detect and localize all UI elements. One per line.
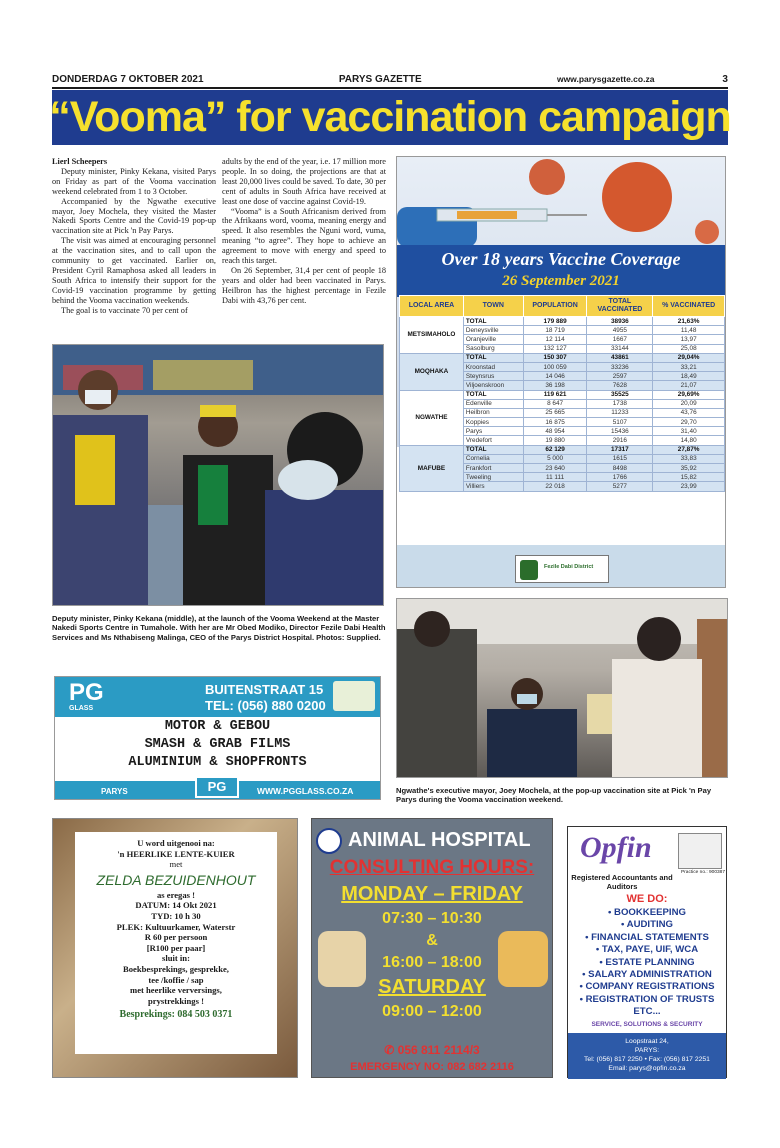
issue-date: DONDERDAG 7 OKTOBER 2021	[52, 73, 204, 85]
table-row	[400, 445, 725, 454]
green-shirt	[198, 465, 228, 525]
hours-slot: 09:00 – 12:00	[382, 1003, 482, 1020]
virus-tiny	[695, 220, 719, 244]
table-cell: 1766	[587, 473, 653, 482]
building-icon	[678, 833, 722, 869]
local-area-cell: MOQHAKA	[400, 353, 464, 390]
table-cell: 1667	[587, 335, 653, 344]
table-cell: 2916	[587, 436, 653, 445]
seats-yellow	[153, 360, 253, 390]
invite-details	[75, 890, 277, 1007]
pg-service-line: MOTOR & GEBOU	[164, 719, 271, 734]
table-cell: 4955	[587, 326, 653, 335]
table-cell: 5107	[587, 418, 653, 427]
invite-detail-line: R 60 per persoon	[144, 932, 208, 943]
table-cell: 21,63%	[653, 317, 725, 326]
table-cell: 119 621	[523, 390, 587, 399]
table-cell: Oranjeville	[463, 335, 523, 344]
opfin-address: Loopstraat 24,	[625, 1038, 669, 1045]
table-cell: 179 889	[523, 317, 587, 326]
headline-banner	[49, 90, 731, 145]
table-cell: TOTAL	[463, 353, 523, 362]
table-cell: 11233	[587, 408, 653, 417]
yellow-cap	[200, 405, 236, 417]
hours-title: CONSULTING HOURS:	[329, 857, 535, 878]
headline-text: “Vooma” for vaccination campaign	[49, 93, 731, 141]
pg-service-line: ALUMINIUM & SHOPFRONTS	[128, 755, 307, 770]
table-cell: 11,48	[653, 326, 725, 335]
table-cell: Heilbron	[463, 408, 523, 417]
publication-name: PARYS GAZETTE	[338, 73, 422, 85]
invite-detail-line: [R100 per paar]	[146, 942, 206, 953]
invite-detail-line: as eregas !	[156, 889, 196, 900]
table-cell: TOTAL	[463, 317, 523, 326]
vaccine-table	[399, 295, 725, 492]
saturday-label: SATURDAY	[378, 976, 486, 998]
guest-name: ZELDA BEZUIDENHOUT	[96, 871, 256, 888]
hospital-title: ANIMAL HOSPITAL	[348, 829, 531, 851]
service-item: • REGISTRATION OF TRUSTS	[579, 993, 715, 1005]
photo-caption-left: Deputy minister, Pinky Kekana (middle), at the launch of the Vooma Weekend at the Master Nakedi Sports Centre in Tumahole. With her are Mr Obed Modiko, Director Fezile Dabi Health Services and Ms Nthabiseng Malinga, CEO of the Parys District Hospital. Photos: Supplied.	[52, 614, 386, 642]
article-paragraph: “Vooma” is a South Africanism derived from the Afrikaans word, vooma, meaning energy and speed. It also resembles the Nguni word, vuma, meaning “to agree”. They hope to achieve an agreement to move with energy and speed to reach this target.	[222, 206, 386, 266]
pg-website[interactable]: WWW.PGGLASS.CO.ZA	[257, 786, 354, 796]
table-cell: 18,49	[653, 372, 725, 381]
pg-logo	[69, 681, 135, 713]
table-cell: 2597	[587, 372, 653, 381]
table-cell: Steynsrus	[463, 372, 523, 381]
ad-opfin	[567, 826, 727, 1078]
table-cell: Deneysville	[463, 326, 523, 335]
map-icon	[333, 681, 375, 711]
table-cell: 5277	[587, 482, 653, 491]
local-area-cell: METSIMAHOLO	[400, 317, 464, 354]
table-cell: 13,97	[653, 335, 725, 344]
table-cell: 31,40	[653, 427, 725, 436]
article-column-1	[52, 157, 216, 316]
invite-detail-line: Boekbesprekings, gesprekke,	[123, 963, 229, 974]
face-right	[637, 617, 681, 661]
photo-deputy-minister	[52, 344, 384, 606]
table-cell: 33,83	[653, 454, 725, 463]
table-cell: Vredefort	[463, 436, 523, 445]
service-item: • FINANCIAL STATEMENTS	[585, 931, 709, 943]
table-cell: Viljoenskroon	[463, 381, 523, 390]
syringe-virus-illustration	[397, 157, 726, 247]
table-cell: 11 111	[523, 473, 587, 482]
article-column-2	[222, 157, 386, 306]
vet-logo-icon	[316, 828, 342, 854]
mask-right	[278, 460, 338, 500]
face-left	[414, 611, 450, 647]
table-cell: 16 875	[523, 418, 587, 427]
bookings-number: Besprekings: 084 503 0371	[119, 1009, 233, 1021]
table-cell: 43,76	[653, 408, 725, 417]
table-cell: TOTAL	[463, 390, 523, 399]
invite-detail-line: prystrekkings !	[148, 995, 204, 1006]
coat-of-arms-icon	[520, 560, 538, 580]
opfin-town: PARYS:	[634, 1047, 660, 1054]
district-logo	[515, 555, 609, 583]
table-cell: Cornelia	[463, 454, 523, 463]
table-header-row	[400, 296, 725, 317]
table-cell: TOTAL	[463, 445, 523, 454]
article-paragraph: Accompanied by the Ngwathe executive mayor, Joey Mochela, they visited the Master Nakedi Sports Centre and the Covid-19 pop-up vaccination site at Pick 'n Pay Parys.	[52, 196, 216, 236]
invite-detail-line: sluit in:	[162, 953, 190, 964]
service-item: • ESTATE PLANNING	[599, 956, 695, 968]
hours-amp: &	[426, 932, 438, 949]
table-row	[400, 317, 725, 326]
table-cell: 33236	[587, 362, 653, 371]
photo-illustration	[53, 345, 384, 606]
article-paragraph: adults by the end of the year, i.e. 17 million more people. In so doing, the projections are that at least 20,000 lives could be saved. To date, 30 per cent of adults in South Africa have received at least one dose of vaccine against Covid-19.	[222, 157, 386, 206]
table-cell: 8498	[587, 464, 653, 473]
pg-logo-sub: GLASS	[69, 705, 94, 712]
district-logo-text: Fezile Dabi District	[544, 564, 594, 570]
th-population: POPULATION	[523, 296, 587, 317]
table-cell: 15436	[587, 427, 653, 436]
table-cell: 8 647	[523, 399, 587, 408]
table-cell: 36 198	[523, 381, 587, 390]
th-total-vaccinated: TOTAL VACCINATED	[587, 296, 653, 317]
opfin-phone[interactable]: Tel: (056) 817 2250 • Fax: (056) 817 2251	[584, 1056, 710, 1063]
article-paragraph: Deputy minister, Pinky Kekana, visited Parys on Friday as part of the Vooma vaccination weekend celebrated from 1 to 3 October.	[52, 166, 216, 196]
service-item: • BOOKKEEPING	[608, 907, 686, 918]
vaccine-coverage-infographic	[396, 156, 726, 588]
website-link[interactable]: www.parysgazette.co.za	[556, 73, 655, 84]
service-item: • COMPANY REGISTRATIONS	[579, 981, 715, 993]
pg-town: PARYS	[101, 787, 128, 796]
table-cell: 12 114	[523, 335, 587, 344]
table-cell: 48 954	[523, 427, 587, 436]
table-cell: 33,21	[653, 362, 725, 371]
table-cell: 25,08	[653, 344, 725, 353]
table-cell: 20,09	[653, 399, 725, 408]
byline: Lierl Scheepers	[52, 157, 108, 166]
table-cell: 43861	[587, 353, 653, 362]
pg-small-logo: PG	[195, 776, 239, 798]
opfin-subtitle: Registered Accountants and Auditors	[571, 873, 673, 891]
table-cell: Koppies	[463, 418, 523, 427]
service-item: • AUDITING	[620, 919, 674, 931]
table-cell: 27,87%	[653, 445, 725, 454]
person-right	[612, 659, 702, 778]
cat-dog-icon	[318, 931, 366, 987]
table-cell: 14,80	[653, 436, 725, 445]
page-header	[52, 72, 728, 86]
photo-illustration	[397, 599, 728, 778]
table-cell: Frankfort	[463, 464, 523, 473]
table-cell: 150 307	[523, 353, 587, 362]
practice-number: Practice no.: 900387	[680, 870, 725, 875]
th-town: TOWN	[463, 296, 523, 317]
table-cell: 35525	[587, 390, 653, 399]
mayor-body	[487, 709, 577, 778]
services-list	[568, 907, 726, 1019]
ad-animal-hospital	[311, 818, 553, 1078]
table-cell: 15,82	[653, 473, 725, 482]
table-cell: 23,99	[653, 482, 725, 491]
hours-slot: 16:00 – 18:00	[382, 954, 482, 971]
table-cell: 33144	[587, 344, 653, 353]
mask-left	[85, 390, 111, 404]
table-cell: Sasolburg	[463, 344, 523, 353]
table-cell: 17317	[587, 445, 653, 454]
invite-detail-line: tee /koffie / sap	[148, 974, 204, 985]
header-rule	[52, 87, 728, 89]
phone-number[interactable]: ✆ 056 811 2114/3	[384, 1043, 480, 1057]
local-area-cell: MAFUBE	[400, 445, 464, 491]
service-item: • SALARY ADMINISTRATION	[582, 969, 712, 981]
virus-large	[602, 162, 672, 232]
table-cell: 18 719	[523, 326, 587, 335]
table-cell: 25 665	[523, 408, 587, 417]
photo-caption-right: Ngwathe's executive mayor, Joey Mochela, at the pop-up vaccination site at Pick 'n Pay Parys during the Vooma vaccination weekend.	[396, 786, 712, 805]
table-cell: 29,69%	[653, 390, 725, 399]
emergency-number[interactable]: EMERGENCY NO: 082 682 2116	[350, 1061, 514, 1073]
photo-executive-mayor	[396, 598, 728, 778]
pg-address: BUITENSTRAAT 15	[205, 682, 324, 697]
opfin-email[interactable]: Email: parys@opfin.co.za	[608, 1065, 686, 1072]
pg-logo-text: PG	[69, 679, 104, 706]
invite-line: 'n HEERLIKE LENTE-KUIER	[117, 848, 235, 859]
table-cell: Edenville	[463, 399, 523, 408]
virus-small	[529, 159, 565, 195]
table-cell: Parys	[463, 427, 523, 436]
invite-line: met	[169, 859, 183, 870]
invite-detail-line: PLEK: Kultuurkamer, Waterstr	[116, 921, 236, 932]
page-number: 3	[722, 73, 728, 85]
table-cell: 14 046	[523, 372, 587, 381]
invite-line: U word uitgenooi na:	[137, 838, 215, 848]
ad-pg-glass	[54, 676, 381, 800]
we-do-label: WE DO:	[626, 893, 668, 905]
opfin-contact-band	[568, 1033, 726, 1079]
article-paragraph: The goal is to vaccinate 70 per cent of	[61, 305, 188, 315]
table-cell: 100 059	[523, 362, 587, 371]
table-cell: 21,07	[653, 381, 725, 390]
syringe-fluid	[457, 211, 517, 219]
pg-phone: TEL: (056) 880 0200	[205, 698, 326, 713]
table-cell: Tweeling	[463, 473, 523, 482]
yellow-shirt	[75, 435, 115, 505]
ad-zelda-invitation	[52, 818, 298, 1078]
article-paragraph: On 26 September, 31,4 per cent of people 18 years and older had been vaccinated in Parys. Heilbron has the highest percentage in Fezile Dabi with 43,76 per cent.	[222, 265, 386, 305]
table-cell: 38936	[587, 317, 653, 326]
article-paragraph: The visit was aimed at encouraging personnel at the vaccination sites, and to call upon the community to get vaccinated. Earlier on, President Cyril Ramaphosa asked all leaders in South Africa to intensify their support for the Covid-19 vaccination programme by getting behind the Vooma vaccination weekends.	[52, 236, 216, 305]
table-cell: 1615	[587, 454, 653, 463]
invitation-card	[75, 832, 277, 1054]
table-cell: 29,04%	[653, 353, 725, 362]
local-area-cell: NGWATHE	[400, 390, 464, 445]
invite-detail-line: DATUM: 14 Okt 2021	[135, 900, 217, 911]
weekday-label: MONDAY – FRIDAY	[341, 883, 523, 905]
th-percent-vaccinated: % VACCINATED	[653, 296, 725, 317]
table-cell: 132 127	[523, 344, 587, 353]
invite-detail-line: TYD: 10 h 30	[151, 910, 201, 921]
pg-service-line: SMASH & GRAB FILMS	[144, 737, 291, 752]
puppy-icon	[498, 931, 548, 987]
person-left	[397, 629, 477, 778]
table-cell: 7628	[587, 381, 653, 390]
service-item: • TAX, PAYE, UIF, WCA	[595, 944, 699, 956]
table-row	[400, 390, 725, 399]
infographic-title: Over 18 years Vaccine Coverage	[441, 249, 681, 269]
table-cell: 22 018	[523, 482, 587, 491]
table-cell: 5 000	[523, 454, 587, 463]
hours-slot: 07:30 – 10:30	[382, 910, 482, 927]
table-cell: 29,70	[653, 418, 725, 427]
table-cell: Kroonstad	[463, 362, 523, 371]
mayor-mask	[517, 694, 537, 704]
table-cell: 35,92	[653, 464, 725, 473]
opfin-logo: Opfin	[580, 831, 652, 864]
table-row	[400, 353, 725, 362]
infographic-date: 26 September 2021	[502, 273, 620, 289]
table-cell: Villiers	[463, 482, 523, 491]
table-cell: 62 129	[523, 445, 587, 454]
service-item: ETC...	[633, 1006, 661, 1018]
table-cell: 23 640	[523, 464, 587, 473]
invite-detail-line: met heerlike verversings,	[130, 985, 222, 996]
table-cell: 19 880	[523, 436, 587, 445]
person-right	[265, 490, 384, 606]
th-local-area: LOCAL AREA	[400, 296, 464, 317]
table-cell: 1738	[587, 399, 653, 408]
opfin-tagline: SERVICE, SOLUTIONS & SECURITY	[591, 1021, 703, 1028]
